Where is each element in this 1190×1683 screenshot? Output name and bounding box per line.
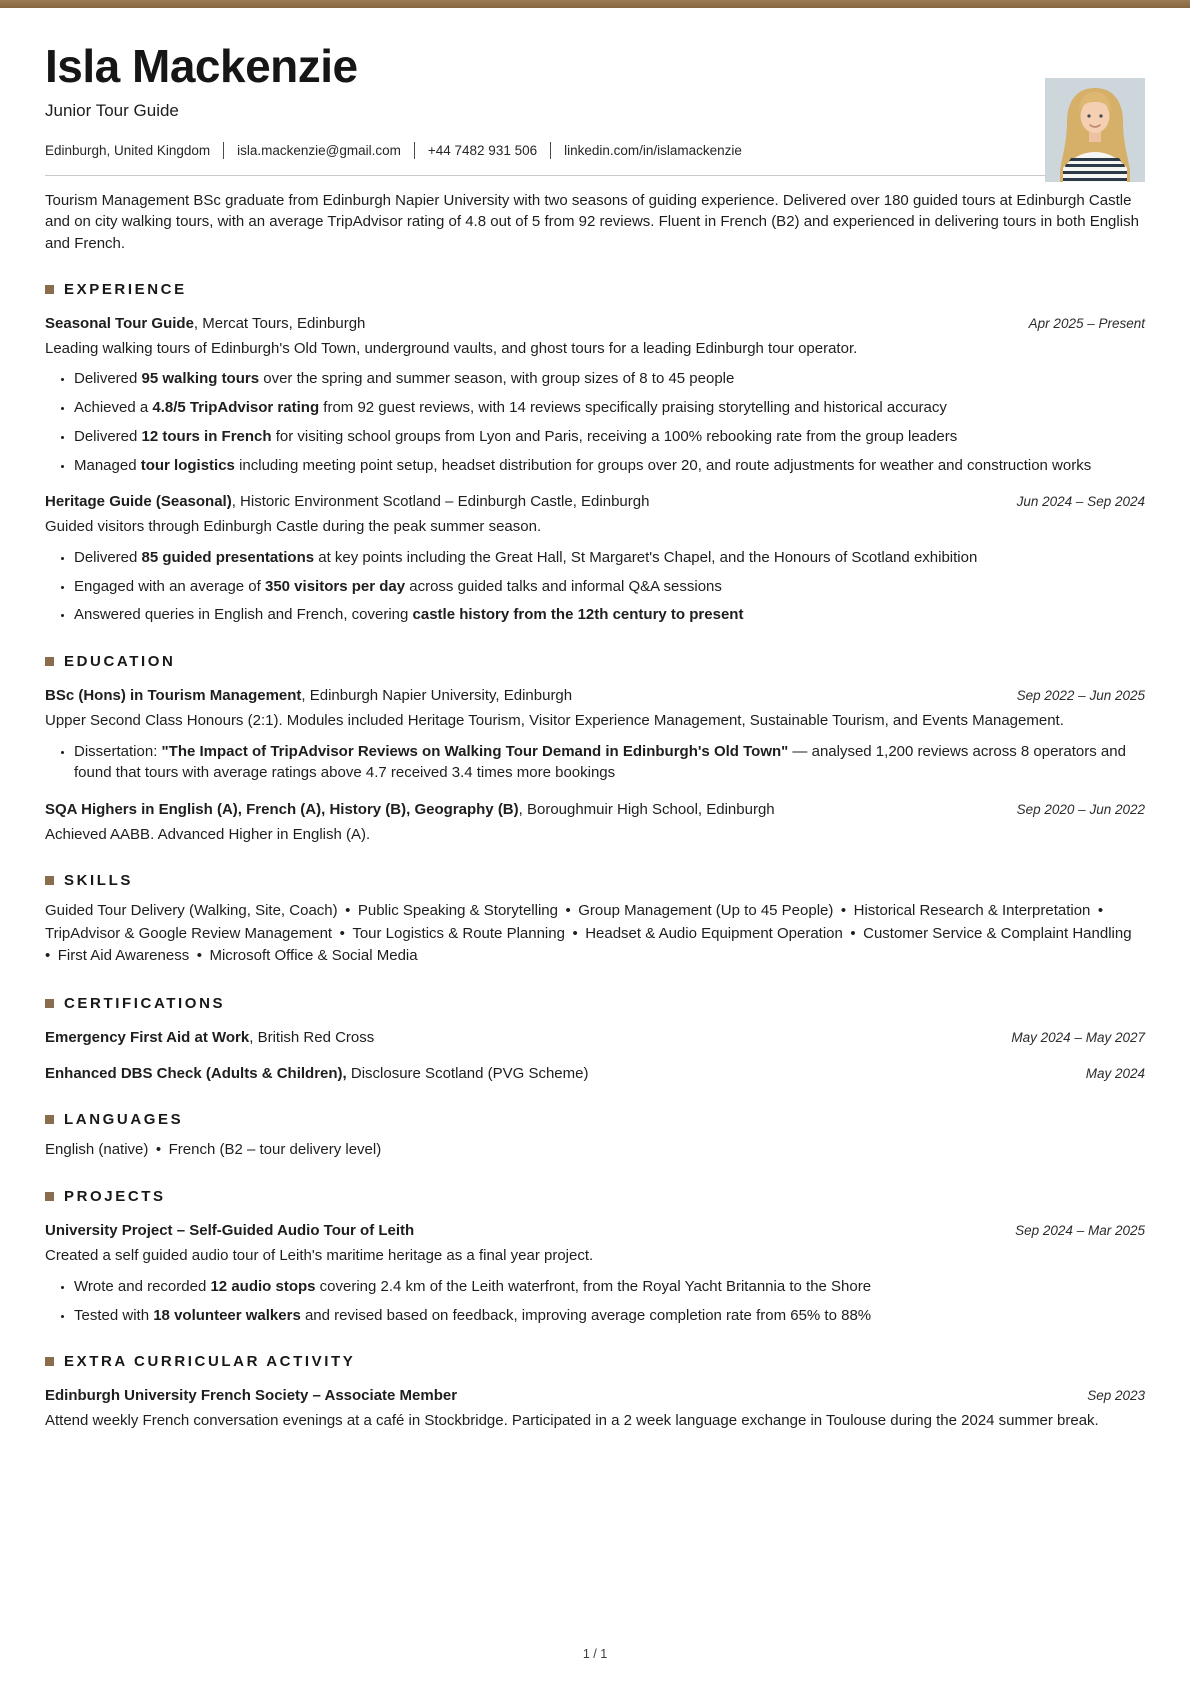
section-extra-curricular bbox=[45, 1353, 1145, 1431]
entry-date: Jun 2024 – Sep 2024 bbox=[1016, 494, 1145, 510]
portrait-illustration-icon bbox=[1045, 78, 1145, 182]
section-marker-icon bbox=[45, 876, 54, 885]
bullet-item: • Engaged with an average of 350 visitors per day across guided talks and informal Q&A sessions bbox=[74, 576, 1145, 598]
entry-date: May 2024 bbox=[1085, 1065, 1145, 1081]
section-title: LANGUAGES bbox=[64, 1110, 184, 1128]
entry-head bbox=[45, 1027, 1145, 1048]
entry-head bbox=[45, 1385, 1145, 1406]
section-marker-icon bbox=[45, 999, 54, 1008]
section-title: EXPERIENCE bbox=[64, 280, 187, 298]
bullet-item: • Dissertation: "The Impact of TripAdvisor Reviews on Walking Tour Demand in Edinburgh's Old Town" — analysed 1,200 reviews across 8 operators and found that tours with average ratings above 4.7 received 3.4 times more bookings bbox=[74, 741, 1145, 785]
entry-head bbox=[45, 491, 1145, 512]
entry-date: Sep 2020 – Jun 2022 bbox=[1016, 802, 1145, 818]
entry-date: Sep 2024 – Mar 2025 bbox=[1015, 1223, 1145, 1239]
entry-date: Sep 2022 – Jun 2025 bbox=[1016, 688, 1145, 704]
education-entry bbox=[45, 799, 1145, 845]
certification-entry bbox=[45, 1063, 1145, 1084]
bullet-list bbox=[45, 741, 1145, 785]
top-accent-bar bbox=[0, 0, 1190, 8]
experience-entry bbox=[45, 491, 1145, 626]
languages-list: English (native) • French (B2 – tour delivery level) bbox=[45, 1140, 382, 1158]
profile-photo bbox=[1045, 78, 1145, 182]
entry-description: Upper Second Class Honours (2:1). Modules included Heritage Tourism, Visitor Experience Management, Sustainable Tourism, and Events Management. bbox=[45, 712, 1064, 730]
entry-description: Guided visitors through Edinburgh Castle during the peak summer season. bbox=[45, 518, 542, 536]
section-header bbox=[45, 1111, 1145, 1128]
section-projects bbox=[45, 1188, 1145, 1326]
section-title: PROJECTS bbox=[64, 1188, 166, 1206]
section-experience bbox=[45, 281, 1145, 626]
entry-date: Sep 2023 bbox=[1087, 1388, 1145, 1404]
contact-email: isla.mackenzie@gmail.com bbox=[237, 142, 401, 158]
entry-head bbox=[45, 1063, 1145, 1084]
project-entry bbox=[45, 1220, 1145, 1326]
entry-title: SQA Highers in English (A), French (A), History (B), Geography (B), Boroughmuir High School, Edinburgh bbox=[45, 801, 775, 819]
candidate-name: Isla Mackenzie bbox=[45, 40, 358, 92]
section-languages bbox=[45, 1111, 1145, 1162]
extra-curricular-entry bbox=[45, 1385, 1145, 1431]
experience-entry bbox=[45, 313, 1145, 476]
entry-title: Heritage Guide (Seasonal), Historic Environment Scotland – Edinburgh Castle, Edinburgh bbox=[45, 493, 650, 511]
section-header bbox=[45, 653, 1145, 670]
entry-description: Attend weekly French conversation evenings at a café in Stockbridge. Participated in a 2 week language exchange in Toulouse during the 2024 summer break. bbox=[45, 1412, 1099, 1430]
bullet-list bbox=[45, 368, 1145, 476]
section-marker-icon bbox=[45, 1115, 54, 1124]
section-header bbox=[45, 995, 1145, 1012]
contact-phone: +44 7482 931 506 bbox=[427, 142, 538, 158]
resume-page bbox=[0, 42, 1190, 1432]
entry-date: Apr 2025 – Present bbox=[1028, 315, 1145, 331]
bullet-item: • Delivered 12 tours in French for visiting school groups from Lyon and Paris, receiving a 100% rebooking rate from the group leaders bbox=[74, 426, 1145, 448]
skills-list: Guided Tour Delivery (Walking, Site, Coach) • Public Speaking & Storytelling • Group Management (Up to 45 People) • Historical Research & Interpretation • TripAdvisor & Google Review Management • Tour Logistics & Route Planning • Headset & Audio Equipment Operation • Customer Service & Complaint Handling • First Aid Awareness • Microsoft Office & Social Media bbox=[45, 902, 1140, 965]
entry-head bbox=[45, 1220, 1145, 1241]
bullet-item: • Achieved a 4.8/5 TripAdvisor rating from 92 guest reviews, with 14 reviews specifically praising storytelling and historical accuracy bbox=[74, 397, 1145, 419]
entry-description: Leading walking tours of Edinburgh's Old Town, underground vaults, and ghost tours for a leading Edinburgh tour operator. bbox=[45, 339, 858, 357]
section-title: EDUCATION bbox=[64, 653, 176, 671]
contact-separator bbox=[414, 142, 415, 159]
bullet-item: • Delivered 95 walking tours over the spring and summer season, with group sizes of 8 to 45 people bbox=[74, 368, 1145, 390]
entry-title: Edinburgh University French Society – Associate Member bbox=[45, 1387, 458, 1405]
bullet-item: • Tested with 18 volunteer walkers and revised based on feedback, improving average completion rate from 65% to 88% bbox=[74, 1305, 1145, 1327]
bullet-item: • Delivered 85 guided presentations at key points including the Great Hall, St Margaret's Chapel, and the Honours of Scotland exhibition bbox=[74, 547, 1145, 569]
entry-title: Enhanced DBS Check (Adults & Children), Disclosure Scotland (PVG Scheme) bbox=[45, 1064, 589, 1082]
contact-row bbox=[45, 142, 1145, 159]
section-header bbox=[45, 281, 1145, 298]
section-header bbox=[45, 1188, 1145, 1205]
header-divider bbox=[45, 175, 1145, 176]
entry-title: Emergency First Aid at Work, British Red Cross bbox=[45, 1028, 375, 1046]
section-marker-icon bbox=[45, 1357, 54, 1366]
certification-entry bbox=[45, 1027, 1145, 1048]
section-header bbox=[45, 1353, 1145, 1370]
candidate-job-title: Junior Tour Guide bbox=[45, 100, 179, 120]
contact-separator bbox=[550, 142, 551, 159]
contact-separator bbox=[223, 142, 224, 159]
section-header bbox=[45, 872, 1145, 889]
section-skills bbox=[45, 872, 1145, 968]
entry-title: University Project – Self-Guided Audio Tour of Leith bbox=[45, 1222, 415, 1240]
entry-head bbox=[45, 799, 1145, 820]
bullet-list bbox=[45, 1276, 1145, 1327]
section-certifications bbox=[45, 995, 1145, 1084]
entry-title: Seasonal Tour Guide, Mercat Tours, Edinburgh bbox=[45, 314, 366, 332]
entry-date: May 2024 – May 2027 bbox=[1011, 1029, 1145, 1045]
contact-location: Edinburgh, United Kingdom bbox=[45, 142, 211, 158]
bullet-item: • Managed tour logistics including meeting point setup, headset distribution for groups over 20, and route adjustments for weather and construction works bbox=[74, 455, 1145, 477]
education-entry bbox=[45, 685, 1145, 784]
bullet-item: • Wrote and recorded 12 audio stops covering 2.4 km of the Leith waterfront, from the Royal Yacht Britannia to the Shore bbox=[74, 1276, 1145, 1298]
bullet-item: • Answered queries in English and French, covering castle history from the 12th century to present bbox=[74, 604, 1145, 626]
section-marker-icon bbox=[45, 1192, 54, 1201]
entry-head bbox=[45, 685, 1145, 706]
contact-linkedin: linkedin.com/in/islamackenzie bbox=[564, 142, 742, 158]
entry-description: Created a self guided audio tour of Leith's maritime heritage as a final year project. bbox=[45, 1247, 594, 1265]
bullet-list bbox=[45, 547, 1145, 626]
section-marker-icon bbox=[45, 285, 54, 294]
entry-description: Achieved AABB. Advanced Higher in English (A). bbox=[45, 826, 371, 844]
page-indicator: 1 / 1 bbox=[582, 1647, 608, 1661]
entry-title: BSc (Hons) in Tourism Management, Edinburgh Napier University, Edinburgh bbox=[45, 687, 573, 705]
section-marker-icon bbox=[45, 657, 54, 666]
section-title: SKILLS bbox=[64, 872, 133, 890]
section-title: EXTRA CURRICULAR ACTIVITY bbox=[64, 1353, 356, 1371]
section-education bbox=[45, 653, 1145, 845]
section-title: CERTIFICATIONS bbox=[64, 994, 226, 1012]
summary-text: Tourism Management BSc graduate from Edinburgh Napier University with two seasons of guiding experience. Delivered over 180 guided tours at Edinburgh Castle and on city walking tours, with an average TripAdvisor rating of 4.8 out of 5 from 92 reviews. Fluent in French (B2) and experienced in delivering tours in both English and French. bbox=[45, 191, 1139, 252]
entry-head bbox=[45, 313, 1145, 334]
